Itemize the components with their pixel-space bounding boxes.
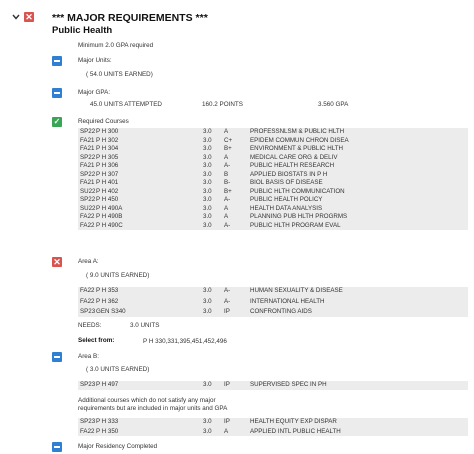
course-title: CONFRONTING AIDS: [250, 308, 312, 315]
course-title: PUBLIC HLTH PROGRAM EVAL: [250, 221, 341, 229]
area-a-units: ( 9.0 UNITS EARNED): [86, 272, 150, 279]
major-units-label: Major Units:: [78, 57, 112, 64]
grade: B: [224, 170, 229, 178]
table-row[interactable]: [78, 162, 468, 171]
course-code: P H 490C: [96, 221, 123, 229]
course-title: HUMAN SEXUALITY & DISEASE: [250, 287, 343, 294]
units: 3.0: [203, 196, 212, 203]
grade: A: [224, 213, 229, 220]
course-code: P H 350: [96, 427, 119, 435]
major-units-value: ( 54.0 UNITS EARNED): [86, 71, 153, 78]
table-row[interactable]: [78, 205, 468, 214]
term: FA22: [80, 287, 95, 294]
additional-table: [78, 418, 468, 436]
course-code: P H 306: [96, 162, 119, 169]
grade: A-: [224, 162, 231, 169]
info-icon: [52, 56, 62, 66]
failed-status-icon: ✕: [25, 12, 33, 22]
info-icon: [52, 352, 62, 362]
table-row[interactable]: [78, 171, 468, 180]
needs-value: 3.0 UNITS: [130, 322, 160, 329]
course-title: PUBLIC HLTH COMMUNICATION: [250, 187, 345, 195]
course-code: P H 333: [96, 418, 119, 425]
units: 3.0: [203, 145, 212, 152]
area-b-units: ( 3.0 UNITS EARNED): [86, 366, 150, 373]
table-row[interactable]: [78, 188, 468, 197]
area-a-table: [78, 287, 468, 317]
course-code: P H 305: [96, 153, 119, 161]
course-title: PROFESSNLSM & PUBLIC HLTH: [250, 128, 345, 135]
term: SP22: [80, 196, 96, 203]
select-from-courses: P H 330,331,395,451,452,496: [143, 338, 227, 345]
units: 3.0: [203, 153, 212, 161]
units: 3.0: [203, 162, 212, 169]
course-title: BIOL BASIS OF DISEASE: [250, 179, 323, 186]
required-courses-label: Required Courses: [78, 118, 129, 125]
course-title: INTERNATIONAL HEALTH: [250, 297, 325, 305]
grade: B-: [224, 179, 231, 186]
course-code: P H 307: [96, 170, 119, 178]
course-code: P H 304: [96, 145, 119, 152]
table-row[interactable]: [78, 287, 468, 296]
section-subtitle: Public Health: [52, 25, 113, 36]
course-title: PUBLIC HEALTH RESEARCH: [250, 162, 335, 169]
course-code: P H 490B: [96, 213, 123, 220]
units: 3.0: [203, 170, 212, 178]
table-row[interactable]: [78, 298, 468, 307]
course-code: P H 402: [96, 187, 119, 195]
units: 3.0: [203, 213, 212, 220]
chevron-down-icon[interactable]: [11, 12, 21, 22]
units: 3.0: [203, 418, 212, 425]
units: 3.0: [203, 136, 212, 144]
grade: A-: [224, 297, 231, 305]
required-courses-table: [78, 128, 468, 230]
units: 3.0: [203, 287, 212, 294]
min-gpa-text: Minimum 2.0 GPA required: [78, 42, 154, 49]
term: FA22: [80, 221, 95, 229]
grade: IP: [224, 308, 230, 315]
units: 3.0: [203, 297, 212, 305]
course-title: HEALTH EQUITY EXP DISPAR: [250, 418, 337, 425]
grade: A: [224, 153, 229, 161]
gpa-value: 3.560 GPA: [318, 101, 349, 108]
residency-label: Major Residency Completed: [78, 443, 158, 450]
units: 3.0: [203, 221, 212, 229]
units: 3.0: [203, 381, 212, 388]
table-row[interactable]: [78, 179, 468, 188]
grade: A: [224, 204, 229, 212]
term: FA22: [80, 427, 95, 435]
course-title: HEALTH DATA ANALYSIS: [250, 204, 323, 212]
section-title: *** MAJOR REQUIREMENTS ***: [52, 12, 208, 24]
table-row[interactable]: [78, 428, 468, 437]
term: SP22: [80, 153, 96, 161]
course-code: P H 362: [96, 297, 119, 305]
term: FA21: [80, 136, 95, 144]
units-attempted: 45.0 UNITS ATTEMPTED: [90, 101, 162, 108]
grade: A-: [224, 221, 231, 229]
grade: B+: [224, 187, 232, 195]
course-code: P H 497: [96, 381, 119, 388]
table-row[interactable]: [78, 222, 468, 231]
course-title: PUBLIC HEALTH POLICY: [250, 196, 323, 203]
term: SU22: [80, 204, 96, 212]
grade: A-: [224, 196, 231, 203]
course-title: APPLIED INTL PUBLIC HEALTH: [250, 427, 341, 435]
needs-label: NEEDS:: [78, 322, 102, 329]
major-gpa-label: Major GPA:: [78, 89, 111, 96]
table-row[interactable]: [78, 196, 468, 205]
select-from-label: Select from:: [78, 337, 115, 344]
failed-status-icon: ✕: [53, 257, 61, 267]
additional-note-line2: requirements but are included in major units and GPA: [78, 405, 228, 412]
term: FA21: [80, 162, 95, 169]
area-a-label: Area A:: [78, 258, 99, 265]
units: 3.0: [203, 187, 212, 195]
table-row[interactable]: [78, 137, 468, 146]
table-row[interactable]: [78, 154, 468, 163]
table-row[interactable]: [78, 308, 468, 317]
term: SP22: [80, 170, 96, 178]
additional-note-line1: Additional courses which do not satisfy any major: [78, 397, 216, 404]
grade: IP: [224, 418, 230, 425]
grade: A: [224, 427, 229, 435]
units: 3.0: [203, 179, 212, 186]
term: FA21: [80, 179, 95, 186]
course-code: P H 450: [96, 196, 119, 203]
check-icon: ✓: [53, 117, 61, 126]
table-row[interactable]: [78, 128, 468, 137]
course-code: GEN S340: [96, 308, 126, 315]
course-code: P H 353: [96, 287, 119, 294]
course-title: EPIDEM COMMUN CHRON DISEA: [250, 136, 349, 144]
term: SU22: [80, 187, 96, 195]
grade: A: [224, 128, 229, 135]
course-title: MEDICAL CARE ORG & DELIV: [250, 153, 338, 161]
course-code: P H 300: [96, 128, 119, 135]
table-row[interactable]: [78, 145, 468, 154]
course-code: P H 302: [96, 136, 119, 144]
grade: IP: [224, 381, 230, 388]
term: FA22: [80, 213, 95, 220]
term: SP23: [80, 308, 96, 315]
course-title: ENVIRONMENT & PUBLIC HLTH: [250, 145, 343, 152]
term: SP23: [80, 381, 96, 388]
grade: A-: [224, 287, 231, 294]
units: 3.0: [203, 128, 212, 135]
info-icon: [52, 88, 62, 98]
area-b-table: [78, 381, 468, 390]
term: SP22: [80, 128, 96, 135]
table-row[interactable]: [78, 381, 468, 390]
units: 3.0: [203, 308, 212, 315]
gpa-points: 160.2 POINTS: [202, 101, 243, 108]
info-icon: [52, 442, 62, 452]
term: FA22: [80, 297, 95, 305]
units: 3.0: [203, 427, 212, 435]
grade: B+: [224, 145, 232, 152]
course-code: P H 490A: [96, 204, 123, 212]
course-title: PLANNING PUB HLTH PROGRMS: [250, 213, 348, 220]
grade: C+: [224, 136, 233, 144]
area-b-label: Area B:: [78, 353, 99, 360]
course-title: APPLIED BIOSTATS IN P H: [250, 170, 328, 178]
table-row[interactable]: [78, 213, 468, 222]
course-code: P H 401: [96, 179, 119, 186]
term: FA21: [80, 145, 95, 152]
table-row[interactable]: [78, 418, 468, 427]
units: 3.0: [203, 204, 212, 212]
term: SP23: [80, 418, 96, 425]
course-title: SUPERVISED SPEC IN PH: [250, 381, 327, 388]
